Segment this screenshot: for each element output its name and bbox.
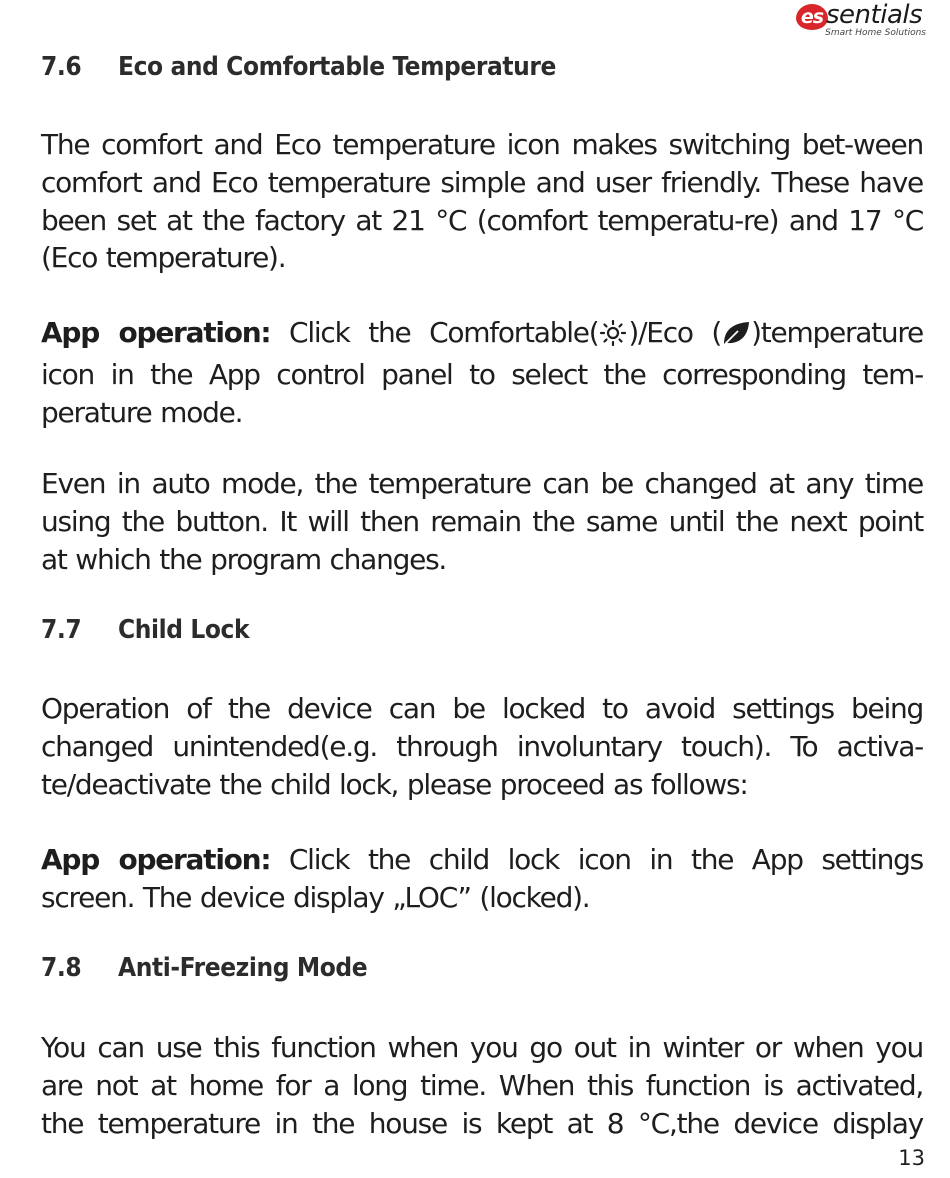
brand-logo [796, 0, 926, 40]
brand-logo-mark: es [796, 4, 828, 30]
sun-icon [598, 318, 628, 356]
app-operation-label: App operation: [41, 316, 271, 349]
section-heading-7-7 [41, 615, 249, 645]
section-number: 7.7 [41, 615, 82, 645]
paragraph-child-lock-intro: Operation of the device can be locked to avoid settings being changed unintended(e.g. through involuntary touch). To activa-te/deactivate the child lock, please proceed as follows: [41, 692, 923, 801]
brand-tagline: Smart Home Solutions [825, 28, 926, 38]
paragraph-anti-freezing-intro: You can use this function when you go out in winter or when you are not at home for a long time. When this function is activated, the temperature in the house is kept at 8 °C,the device display [41, 1031, 923, 1140]
paragraph-child-lock-app-operation [41, 841, 923, 917]
section-title: Anti-Freezing Mode [118, 953, 368, 983]
section-title: Child Lock [118, 615, 250, 645]
section-number: 7.8 [41, 953, 82, 983]
brand-logo-word: sentials [826, 0, 923, 30]
section-number: 7.6 [41, 52, 82, 82]
app-operation-text: Click the child lock icon in the App settings screen. The device display „LOC” (locked). [41, 843, 923, 914]
section-heading-7-6 [41, 52, 556, 82]
app-operation-label: App operation: [41, 843, 271, 876]
page-number: 13 [898, 1146, 925, 1170]
leaf-icon [721, 318, 751, 356]
section-heading-7-8 [41, 953, 367, 983]
paragraph-eco-intro: The comfort and Eco temperature icon makes switching bet-ween comfort and Eco temperature simple and user friendly. These have been set at the factory at 21 °C (comfort temperatu-re) and 17 °C (Eco temperature). [41, 128, 923, 275]
paragraph-eco-app-operation [41, 314, 923, 431]
app-operation-text: )/Eco ( [628, 316, 722, 349]
app-operation-text: Click the Comfortable( [270, 316, 599, 349]
app-operation-text: )temperature icon in the App control panel to select the corresponding tem-perature mode. [41, 316, 924, 429]
section-title: Eco and Comfortable Temperature [118, 52, 557, 82]
paragraph-auto-mode-note: Even in auto mode, the temperature can be changed at any time using the button. It will then remain the same until the next point at which the program changes. [41, 467, 923, 576]
